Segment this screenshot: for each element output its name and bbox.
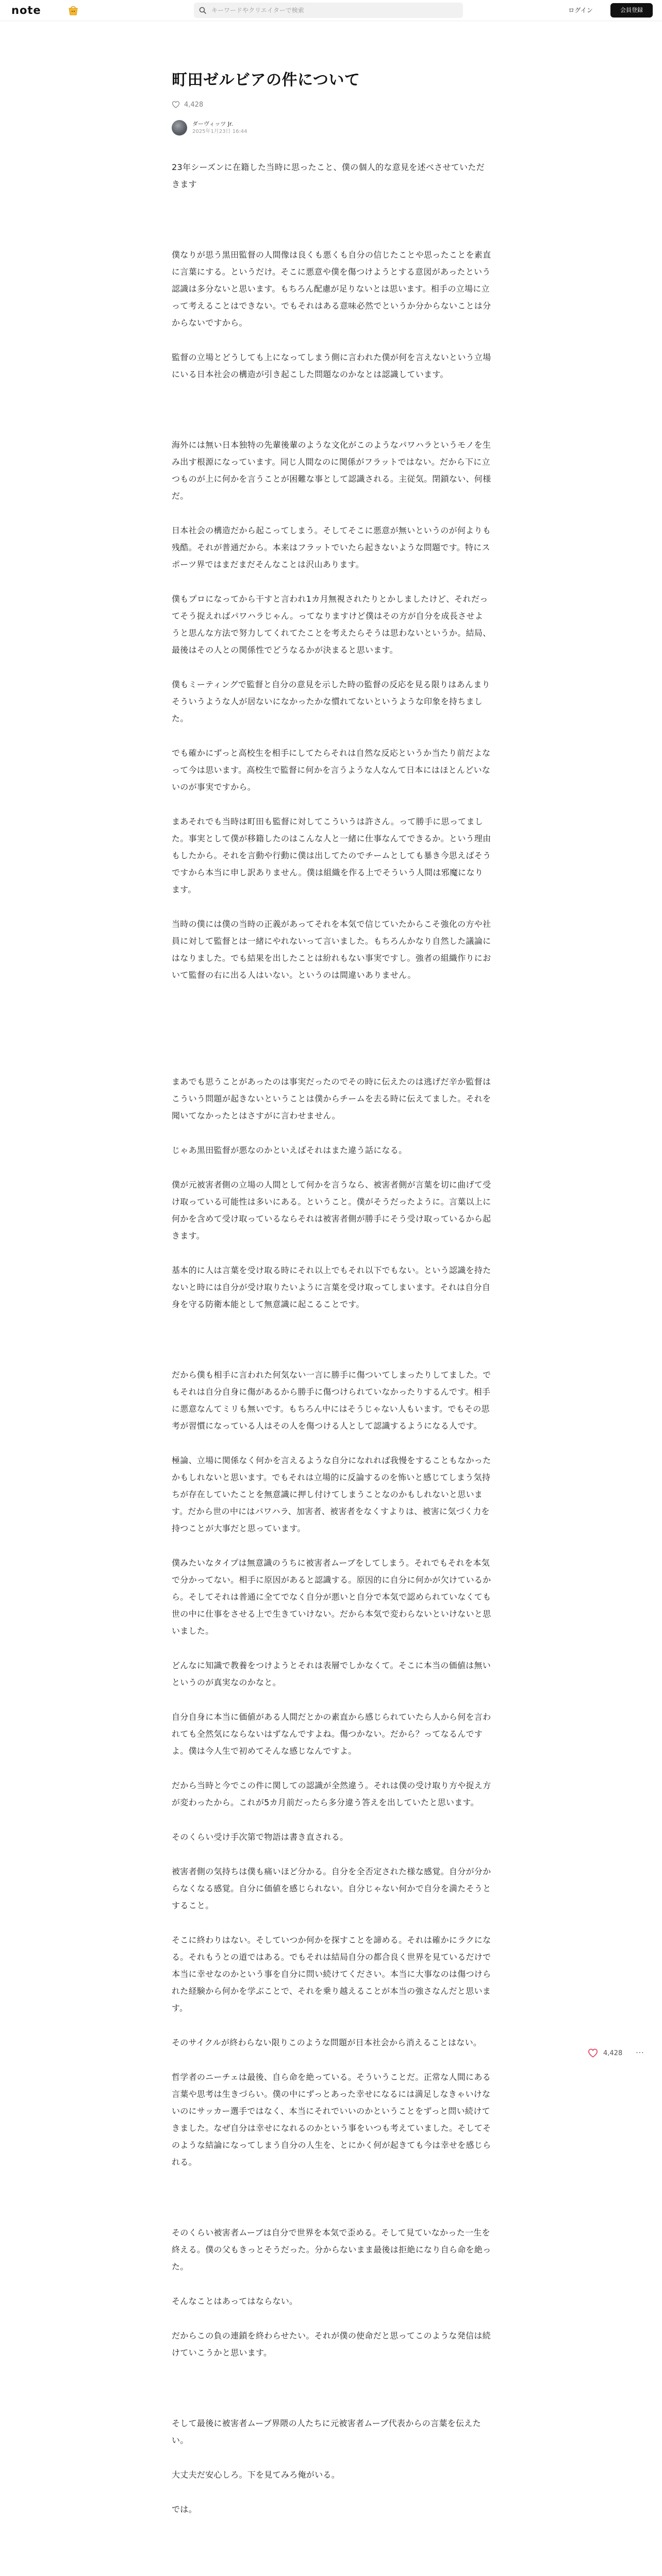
paragraph-spacer	[172, 210, 491, 246]
article-paragraph: 僕が元被害者側の立場の人間として何かを言うなら、被害者側が言葉を切に曲げて受け取っている可能性は多いにある。ということ。僕がそうだったように。言葉以上に何かを含めて受け取っているならそれは被害者側が勝手にそう受け取っているから起きます。	[172, 1180, 491, 1241]
article-paragraph: そして最後に被害者ムーブ界隈の人たちに元被害者ムーブ代表からの言葉を伝えたい。	[172, 2418, 481, 2445]
paragraph-spacer	[172, 400, 491, 436]
paragraph-spacer	[172, 1330, 491, 1366]
article-paragraph: 日本社会の構造だから起こってしまう。そしてそこに悪意が無いというのが何よりも残酷。それが普通だから。本来はフラットでいたら起きないような問題です。特にスポーツ界ではまだまだそんなことは沢山あります。	[172, 526, 491, 569]
search-bar[interactable]	[194, 3, 463, 18]
article-paragraph: 23年シーズンに在籍した当時に思ったこと、僕の個人的な意見を述べさせていただきます	[172, 162, 485, 189]
article	[172, 69, 491, 2535]
search-icon	[199, 7, 206, 14]
article-paragraph: だから僕も相手に言われた何気ない一言に勝手に傷ついてしまったりしてました。でもそれは自分自身に傷があるから勝手に傷つけられていなかったりするんです。相手に悪意なんてミリも無いです。もちろん中にはそうじゃない人もいます。でもその思考が習慣になっている人はその人を傷つける人として認識するようになる人です。	[172, 1370, 491, 1431]
signup-button[interactable]: 会員登録	[610, 3, 653, 18]
article-paragraph: 自分自身に本当に価値がある人間だとかの素直から感じられていたら人から何を言われても全然気にならないはずなんですよね。傷つかない。だから？ってなるんですよ。僕は今人生で初めてそんな感じなんですよ。	[172, 1712, 491, 1756]
article-paragraph: そんなことはあってはならない。	[172, 2296, 298, 2306]
like-summary[interactable]	[172, 99, 491, 110]
article-paragraph: 海外には無い日本独特の先輩後輩のような文化がこのようなパワハラというモノを生み出す根源になっています。同じ人間なのに関係がフラットではない。だから下に立つものが上に何かを言うことが困難な事として認識される。主従気。閉鎖ない、何様だ。	[172, 440, 491, 501]
article-paragraph: そこに終わりはない。そしていつか何かを探すことを諦める。それは確かにラクになる。それもうとの道ではある。でもそれは結局自分の都合良く世界を見ているだけで本当に幸せなのかという事を自分に問い続けてください。本当に大事なのは傷つけられた経験から何かを学ぶことで、それを乗り越えることが本当の強さなんだと思います。	[172, 1935, 491, 2013]
article-paragraph: 大丈夫だ安心しろ。下を見てみろ俺がいる。	[172, 2470, 340, 2480]
note-logo[interactable]: note	[11, 4, 41, 16]
heart-icon	[172, 100, 180, 109]
floating-like-button[interactable]	[588, 2045, 648, 2061]
site-header	[0, 0, 662, 21]
paragraph-spacer	[172, 1001, 491, 1037]
article-paragraph: まあそれでも当時は町田も監督に対してこういうは許さん。って勝手に思ってました。事実として僕が移籍したのはこんな人と一緒に仕事なんてできるか。という理由もしたから。それを言動や行動に僕は出してたのでチームとしても暴き今思えばそうですから本当に申し訳ありません。僕は組織を作る上でそういう人間は邪魔になります。	[172, 817, 491, 894]
avatar[interactable]	[172, 120, 187, 135]
more-options-icon[interactable]: ···	[636, 2049, 644, 2057]
article-paragraph: じゃあ黒田監督が悪なのかといえばそれはまた違う話になる。	[172, 1145, 407, 1155]
login-link[interactable]: ログイン	[568, 7, 593, 14]
heart-icon	[588, 2048, 598, 2058]
article-paragraph: 当時の僕には僕の当時の正義があってそれを本気で信じていたからこそ強化の方や社員に対して監督とは一緒にやれないって言いました。もちろんかなり自然した議論にはなりました。でも結果を出したことは紛れもない事実ですし。強者の組織作りにおいて監督の右に出る人はいない。というのは間違いありません。	[172, 919, 491, 980]
article-paragraph: そのくらい被害者ムーブは自分で世界を本気で歪める。そして見ていなかった一生を終える。僕の父もきっとそうだった。分からないまま最後は拒絶になり自ら命を絶った。	[172, 2228, 491, 2272]
author-block[interactable]	[172, 117, 491, 138]
post-date: 2025年1月23日 16:44	[192, 129, 247, 134]
article-paragraph: 僕みたいなタイプは無意識のうちに被害者ムーブをしてしまう。それでもそれを本気で分かってない。相手に原因があると認識する。原因的に自分に何かが欠けているから。そしてそれは普通に全てでなく自分が悪いと自分で本気で認められていなくても世の中に仕事をさせる上で生きていけない。だから本気で変わらないといけないと思いました。	[172, 1558, 491, 1636]
article-paragraph: 監督の立場とどうしても上になってしまう側に言われた僕が何を言えないという立場にいる日本社会の構造が引き起こした問題なのかなとは認識しています。	[172, 352, 491, 379]
article-paragraph: そのくらい受け手次第で物語は書き直される。	[172, 1832, 349, 1842]
article-paragraph: 僕なりが思う黒田監督の人間像は良くも悪くも自分の信じたことや思ったことを素直に言葉にする。というだけ。そこに悪意や僕を傷つけようとする意図があったという認識は多分ないと思います。もちろん配慮が足りないとは思います。相手の立場に立って考えることはできない。でもそれはある意味必然でというか分からないことは分からないですから。	[172, 250, 491, 328]
article-title: 町田ゼルビアの件について	[172, 71, 360, 89]
search-input[interactable]	[210, 6, 455, 14]
article-paragraph: 極論、立場に関係なく何かを言えるような自分になれれば我慢をすることもなかったかもしれないと思います。でもそれは立場的に反論するのを怖いと感じてしまう気持ちが存在していたことを無意識に押し付けてしまうことなのかもしれないと思います。だから世の中にはパワハラ、加害者、被害者をなくすよりは、被害に気づく力を持つことが大事だと思っています。	[172, 1455, 491, 1533]
article-paragraph: だからこの負の連鎖を終わらせたい。それが僕の使命だと思ってこのような発信は続けていこうかと思います。	[172, 2331, 491, 2358]
article-paragraph: でも確かにずっと高校生を相手にしてたらそれは自然な反応というか当たり前だよなって今は思います。高校生で監督に何かを言うような人なんて日本にはほとんどいないのが事実ですから。	[172, 748, 491, 792]
article-paragraph: 僕もプロになってから干すと言われ1カ月無視されたりとかしましたけど、それだってそう捉えればパワハラじゃん。ってなりますけど僕はその方が自分を成長させようと思んな方法で努力してくれてたことを考えたらそうは思わないというか。結局、最後はその人との関係性でどうなるかが決まると思います。	[172, 594, 491, 655]
article-paragraph: 僕もミーティングで監督と自分の意見を示した時の監督の反応を見る限りはあんまりそういうような人が居ないになかったかな慣れてないというような印象を持ちました。	[172, 680, 490, 723]
article-paragraph: まあでも思うことがあったのは事実だったのでその時に伝えたのは逃げだ辛か監督はこういう問題が起きないということは僕からチームを去る時に伝えてました。それを聞いてなかったとはさすがに言わせません。	[172, 1077, 491, 1121]
paragraph-spacer	[172, 2379, 491, 2415]
article-paragraph: 被害者側の気持ちは僕も痛いほど分かる。自分を全否定された様な感覚。自分が分からなくなる感覚。自分に価値を感じられない。自分じゃない何かで自分を満たそうとすること。	[172, 1867, 491, 1910]
article-paragraph: だから当時と今でこの件に関しての認識が全然違う。それは僕の受け取り方や捉え方が変わったから。これが5カ月前だったら多分違う答えを出していたと思います。	[172, 1781, 491, 1807]
shopping-bag-icon[interactable]	[68, 5, 79, 15]
paragraph-spacer	[172, 2188, 491, 2224]
article-paragraph: 基本的に人は言葉を受け取る時にそれ以上でもそれ以下でもない。という認識を持たないと時には自分が受け取りたいように言葉を受け取ってしまいます。それは自分自身を守る防衛本能として無意識に起こることです。	[172, 1265, 491, 1309]
article-paragraph: では。	[172, 2504, 197, 2514]
like-count: 4,428	[184, 100, 204, 109]
author-name[interactable]: ダーヴィッツ Jr.	[192, 121, 234, 127]
article-body	[172, 159, 491, 2518]
article-paragraph: 哲学者のニーチェは最後、自ら命を絶っている。そういうことだ。正常な人間にある言葉や思考は生きづらい。僕の中にずっとあった幸せになるには満足しなきゃいけないのにサッカー選手ではなく、本当にそれでいいのかということをずっと問い続けてきました。なぜ自分は幸せになれるのかという事をいつも考えていました。そしてそのような結論になってしまう自分の人生を、とにかく何が起きても今は幸せを感じられる。	[172, 2072, 491, 2167]
paragraph-spacer	[172, 1037, 491, 1073]
article-paragraph: どんなに知識で教養をつけようとそれは表層でしかなくて。そこに本当の価値は無いというのが真実なのかなと。	[172, 1660, 491, 1687]
article-paragraph: そのサイクルが終わらない限りこのような問題が日本社会から消えることはない。	[172, 2038, 482, 2047]
floating-like-count: 4,428	[603, 2049, 623, 2057]
